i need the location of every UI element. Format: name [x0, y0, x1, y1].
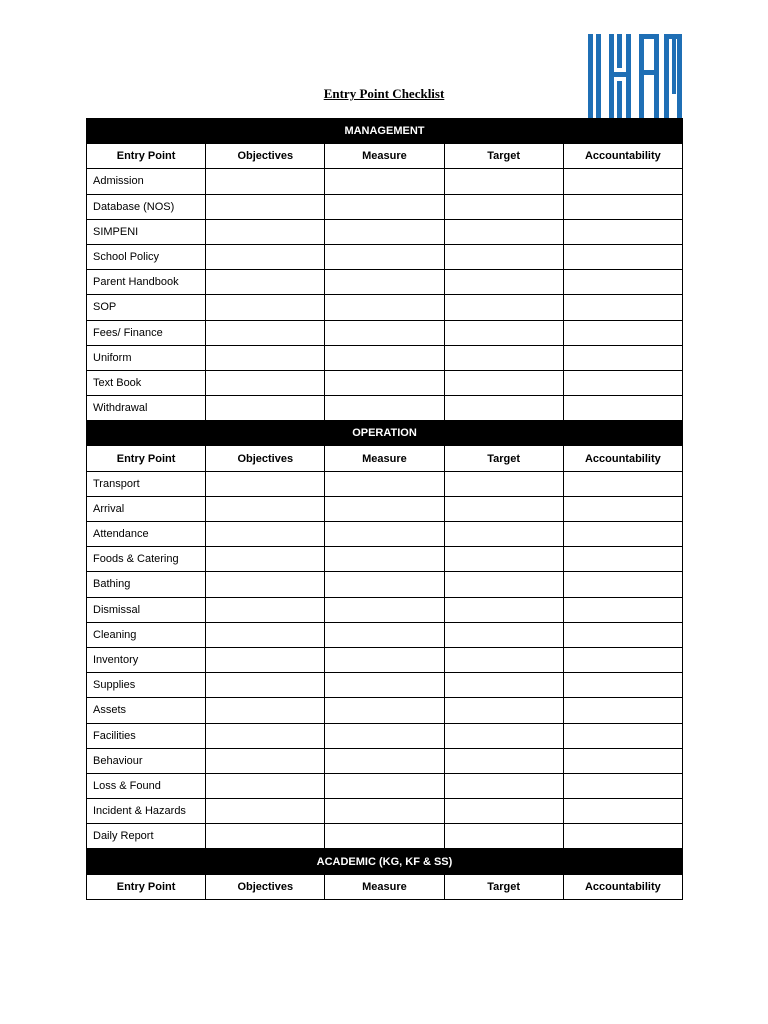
empty-cell [444, 799, 563, 824]
empty-cell [563, 496, 682, 521]
empty-cell [444, 547, 563, 572]
entry-point-cell: Supplies [87, 673, 206, 698]
empty-cell [563, 597, 682, 622]
empty-cell [444, 169, 563, 194]
empty-cell [563, 799, 682, 824]
empty-cell [563, 698, 682, 723]
empty-cell [206, 723, 325, 748]
empty-cell [444, 320, 563, 345]
column-header: Objectives [206, 446, 325, 471]
table-row [87, 320, 683, 345]
empty-cell [325, 547, 444, 572]
empty-cell [444, 824, 563, 849]
empty-cell [206, 622, 325, 647]
empty-cell [206, 194, 325, 219]
empty-cell [444, 370, 563, 395]
empty-cell [206, 673, 325, 698]
empty-cell [206, 295, 325, 320]
empty-cell [325, 773, 444, 798]
empty-cell [206, 547, 325, 572]
table-row [87, 572, 683, 597]
empty-cell [206, 773, 325, 798]
empty-cell [563, 370, 682, 395]
table-row [87, 345, 683, 370]
empty-cell [563, 673, 682, 698]
empty-cell [206, 824, 325, 849]
empty-cell [206, 320, 325, 345]
table-row [87, 244, 683, 269]
entry-point-cell: Text Book [87, 370, 206, 395]
entry-point-cell: Behaviour [87, 748, 206, 773]
table-row [87, 547, 683, 572]
column-header: Entry Point [87, 874, 206, 899]
empty-cell [325, 194, 444, 219]
empty-cell [444, 622, 563, 647]
entry-point-cell: Loss & Found [87, 773, 206, 798]
column-header: Target [444, 874, 563, 899]
section-header-row [87, 421, 683, 446]
empty-cell [563, 824, 682, 849]
empty-cell [325, 471, 444, 496]
empty-cell [563, 647, 682, 672]
empty-cell [444, 522, 563, 547]
table-row [87, 522, 683, 547]
empty-cell [325, 496, 444, 521]
column-header: Accountability [563, 874, 682, 899]
empty-cell [444, 597, 563, 622]
empty-cell [563, 773, 682, 798]
entry-point-cell: Transport [87, 471, 206, 496]
empty-cell [563, 194, 682, 219]
table-row [87, 698, 683, 723]
checklist-table [86, 118, 683, 900]
empty-cell [325, 622, 444, 647]
empty-cell [444, 673, 563, 698]
empty-cell [206, 370, 325, 395]
column-header: Entry Point [87, 144, 206, 169]
table-row [87, 799, 683, 824]
empty-cell [444, 723, 563, 748]
empty-cell [206, 496, 325, 521]
empty-cell [563, 748, 682, 773]
logo-image [586, 34, 682, 118]
empty-cell [563, 295, 682, 320]
section-header-row [87, 119, 683, 144]
empty-cell [444, 270, 563, 295]
entry-point-cell: Admission [87, 169, 206, 194]
empty-cell [563, 169, 682, 194]
entry-point-cell: Facilities [87, 723, 206, 748]
empty-cell [444, 396, 563, 421]
table-row [87, 169, 683, 194]
entry-point-cell: Fees/ Finance [87, 320, 206, 345]
entry-point-cell: Attendance [87, 522, 206, 547]
column-header: Objectives [206, 874, 325, 899]
empty-cell [325, 219, 444, 244]
empty-cell [563, 320, 682, 345]
empty-cell [444, 773, 563, 798]
table-row [87, 824, 683, 849]
table-row [87, 647, 683, 672]
table-row [87, 673, 683, 698]
entry-point-cell: Daily Report [87, 824, 206, 849]
entry-point-cell: Dismissal [87, 597, 206, 622]
table-row [87, 496, 683, 521]
empty-cell [325, 295, 444, 320]
empty-cell [206, 219, 325, 244]
table-row [87, 622, 683, 647]
table-row [87, 194, 683, 219]
section-title: MANAGEMENT [87, 119, 683, 144]
empty-cell [206, 396, 325, 421]
empty-cell [325, 169, 444, 194]
empty-cell [206, 244, 325, 269]
entry-point-cell: Database (NOS) [87, 194, 206, 219]
column-header: Target [444, 144, 563, 169]
table-row [87, 723, 683, 748]
empty-cell [563, 547, 682, 572]
table-row [87, 270, 683, 295]
empty-cell [325, 824, 444, 849]
empty-cell [325, 522, 444, 547]
column-header: Measure [325, 874, 444, 899]
empty-cell [325, 698, 444, 723]
column-header: Measure [325, 144, 444, 169]
entry-point-cell: Bathing [87, 572, 206, 597]
empty-cell [325, 748, 444, 773]
column-header: Entry Point [87, 446, 206, 471]
table-row [87, 219, 683, 244]
empty-cell [325, 244, 444, 269]
empty-cell [444, 698, 563, 723]
section-header-row [87, 849, 683, 874]
entry-point-cell: Incident & Hazards [87, 799, 206, 824]
column-header-row [87, 874, 683, 899]
empty-cell [444, 748, 563, 773]
empty-cell [325, 320, 444, 345]
empty-cell [325, 370, 444, 395]
empty-cell [563, 396, 682, 421]
table-row [87, 370, 683, 395]
section-title: ACADEMIC (KG, KF & SS) [87, 849, 683, 874]
entry-point-cell: Withdrawal [87, 396, 206, 421]
table-row [87, 748, 683, 773]
empty-cell [206, 169, 325, 194]
column-header: Accountability [563, 144, 682, 169]
empty-cell [444, 647, 563, 672]
empty-cell [206, 698, 325, 723]
empty-cell [325, 597, 444, 622]
table-row [87, 773, 683, 798]
column-header: Accountability [563, 446, 682, 471]
table-row [87, 295, 683, 320]
empty-cell [444, 496, 563, 521]
entry-point-cell: Inventory [87, 647, 206, 672]
section-title: OPERATION [87, 421, 683, 446]
empty-cell [444, 572, 563, 597]
empty-cell [206, 270, 325, 295]
entry-point-cell: Foods & Catering [87, 547, 206, 572]
empty-cell [325, 723, 444, 748]
column-header-row [87, 446, 683, 471]
table-row [87, 471, 683, 496]
empty-cell [563, 622, 682, 647]
empty-cell [325, 799, 444, 824]
entry-point-cell: Assets [87, 698, 206, 723]
empty-cell [325, 572, 444, 597]
empty-cell [206, 345, 325, 370]
column-header: Measure [325, 446, 444, 471]
empty-cell [444, 471, 563, 496]
empty-cell [563, 219, 682, 244]
empty-cell [206, 748, 325, 773]
column-header: Objectives [206, 144, 325, 169]
document-title: Entry Point Checklist [323, 86, 445, 101]
empty-cell [206, 799, 325, 824]
table-row [87, 396, 683, 421]
empty-cell [325, 673, 444, 698]
empty-cell [206, 471, 325, 496]
entry-point-cell: Uniform [87, 345, 206, 370]
entry-point-cell: School Policy [87, 244, 206, 269]
empty-cell [563, 572, 682, 597]
empty-cell [444, 295, 563, 320]
empty-cell [444, 345, 563, 370]
empty-cell [563, 522, 682, 547]
empty-cell [563, 244, 682, 269]
table-row [87, 597, 683, 622]
empty-cell [325, 270, 444, 295]
column-header: Target [444, 446, 563, 471]
empty-cell [206, 647, 325, 672]
entry-point-cell: Parent Handbook [87, 270, 206, 295]
entry-point-cell: SIMPENI [87, 219, 206, 244]
empty-cell [325, 396, 444, 421]
empty-cell [444, 219, 563, 244]
empty-cell [206, 597, 325, 622]
empty-cell [563, 723, 682, 748]
empty-cell [563, 471, 682, 496]
empty-cell [444, 194, 563, 219]
empty-cell [563, 345, 682, 370]
empty-cell [325, 647, 444, 672]
empty-cell [206, 522, 325, 547]
empty-cell [444, 244, 563, 269]
empty-cell [325, 345, 444, 370]
entry-point-cell: SOP [87, 295, 206, 320]
column-header-row [87, 144, 683, 169]
entry-point-cell: Arrival [87, 496, 206, 521]
entry-point-cell: Cleaning [87, 622, 206, 647]
empty-cell [206, 572, 325, 597]
empty-cell [563, 270, 682, 295]
